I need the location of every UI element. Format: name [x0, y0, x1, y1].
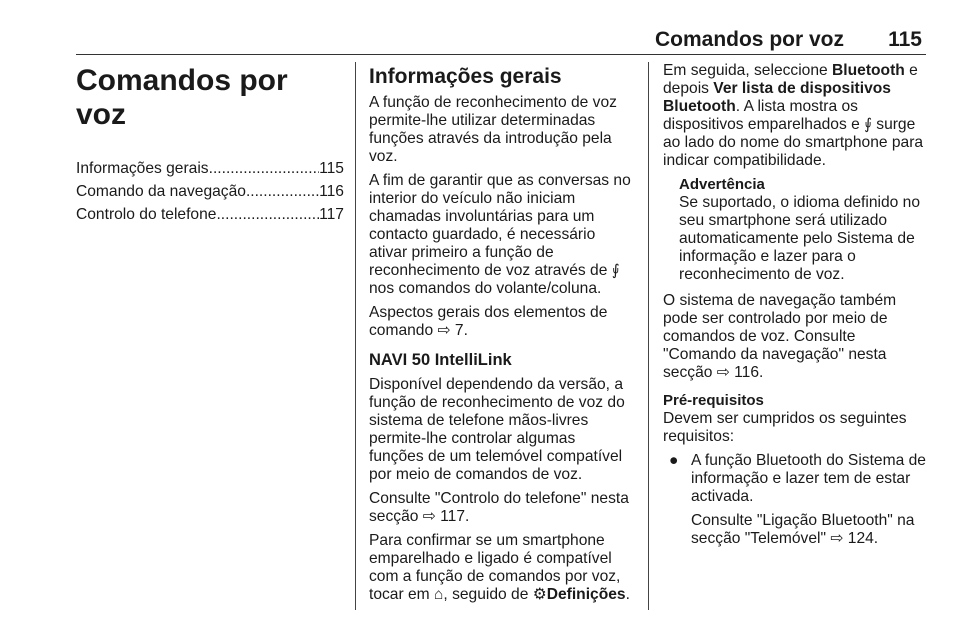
toc-leader	[209, 160, 320, 178]
reference-arrow-icon: ⇨	[422, 508, 436, 525]
section-heading: Informações gerais	[369, 65, 562, 88]
column-divider	[355, 62, 356, 610]
paragraph: O sistema de navegação também pode ser controlado por meio de comandos de voz. Consulte "Comando da navegação" nesta secção ⇨ 116.	[663, 292, 897, 381]
list-item-reference: Consulte "Ligação Bluetooth" na secção "Telemóvel" ⇨ 124.	[691, 512, 915, 547]
warning-title: Advertência	[679, 176, 765, 193]
reference-arrow-icon: ⇨	[830, 530, 844, 547]
toc-label: Comando da navegação	[76, 183, 246, 200]
paragraph: Em seguida, seleccione Bluetooth e depois Ver lista de dispositivos Bluetooth. A lista mostra os dispositivos emparelhados e ⨚ surge ao lado do nome do smartphone para indicar compatibilidade.	[663, 62, 924, 169]
header-title: Comandos por voz	[654, 28, 844, 51]
bullet-icon: ●	[669, 452, 679, 469]
warning-text: Se suportado, o idioma definido no seu smartphone será utilizado automaticamente pelo Sistema de informação e lazer para o reconhecimento de voz.	[679, 194, 921, 283]
paragraph: Aspectos gerais dos elementos de comando ⇨ 7.	[369, 304, 608, 339]
gear-icon: ⚙	[532, 586, 547, 603]
list-item-text: A função Bluetooth do Sistema de informação e lazer tem de estar activada.	[691, 452, 926, 505]
column-general-info	[369, 62, 634, 610]
list-item	[669, 452, 928, 554]
paragraph: Para confirmar se um smartphone emparelhado e ligado é compatível com a função de comandos por voz, tocar em ⌂, seguido de ⚙Definições.	[369, 532, 630, 603]
toc-page: 117	[319, 206, 344, 223]
paragraph: Consulte "Controlo do telefone" nesta secção ⇨ 117.	[369, 490, 629, 525]
column-divider	[648, 62, 649, 610]
subsection-heading: NAVI 50 IntelliLink	[369, 351, 512, 369]
paragraph: Disponível dependendo da versão, a função de reconhecimento de voz do sistema de telefone mãos-livres permite-lhe controlar algumas funções de um telemóvel compatível por meio de comandos de voz.	[369, 376, 625, 483]
toc-leader	[246, 183, 319, 201]
reference-arrow-icon: ⇨	[716, 364, 730, 381]
page-number: 115	[888, 28, 922, 51]
reference-arrow-icon: ⇨	[437, 322, 451, 339]
toc-entry[interactable]	[76, 183, 344, 201]
paragraph: A função de reconhecimento de voz permite-lhe utilizar determinadas funções através da introdução pela voz.	[369, 94, 617, 165]
voice-mic-icon: ⨚	[864, 116, 872, 133]
toc-page: 115	[319, 160, 344, 177]
toc-entry[interactable]	[76, 206, 344, 224]
toc-entry[interactable]	[76, 160, 344, 178]
chapter-title: Comandos por voz	[76, 64, 288, 131]
toc-label: Controlo do telefone	[76, 206, 217, 223]
paragraph: A fim de garantir que as conversas no interior do veículo não iniciam chamadas involuntárias para um contacto guardado, é necessário ativar primeiro a função de reconhecimento de voz através de ⨚ nos comandos do volante/coluna.	[369, 172, 631, 297]
paragraph: Devem ser cumpridos os seguintes requisitos:	[663, 410, 907, 445]
column-details	[663, 62, 928, 554]
voice-mic-icon: ⨚	[611, 262, 620, 279]
home-icon: ⌂	[434, 586, 444, 603]
warning-note	[679, 176, 928, 284]
column-toc	[76, 62, 344, 229]
toc-label: Informações gerais	[76, 160, 209, 177]
toc-page: 116	[319, 183, 344, 200]
subsection-heading: Pré-requisitos	[663, 392, 764, 409]
page-header	[76, 28, 926, 55]
toc-leader	[216, 206, 319, 224]
